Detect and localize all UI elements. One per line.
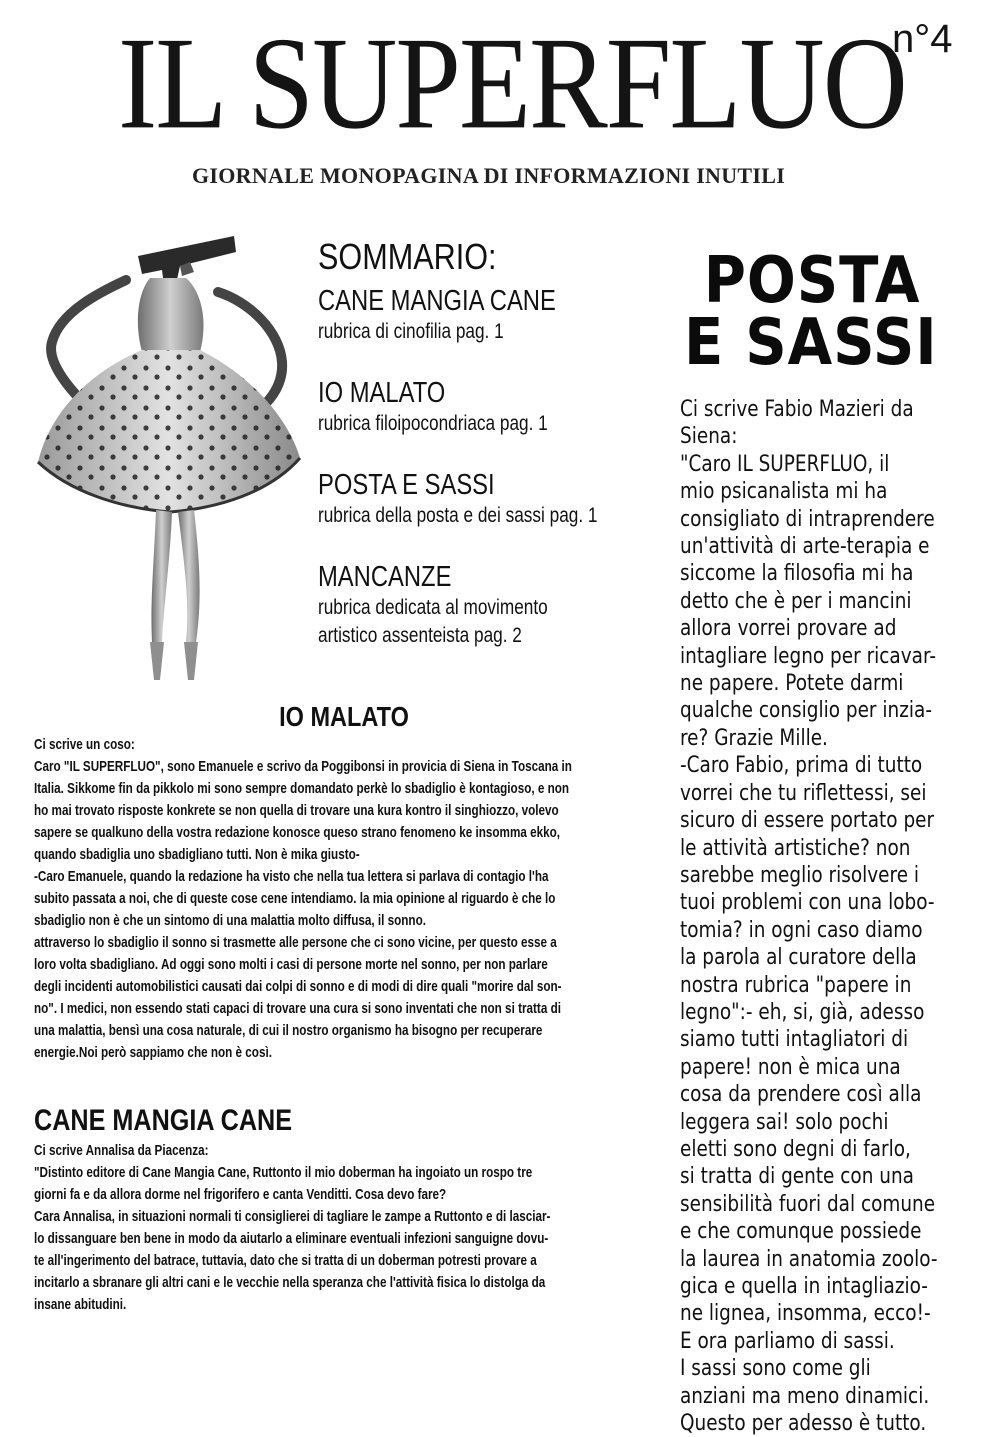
posta-line: I sassi sono come gli: [680, 1355, 871, 1382]
article-heading: IO MALATO: [279, 701, 409, 732]
article-line: no". I medici, non essendo stati capaci di trovare una cura si sono inventati che non si tratta di: [34, 1000, 561, 1017]
article-cane-mangia-cane: [34, 1102, 654, 1372]
summary-item-posta-e-sassi[interactable]: [318, 468, 658, 558]
ballerina-gun-collage-image: [30, 222, 310, 692]
posta-line: un'attività di arte-terapia e: [680, 533, 930, 560]
posta-line: ne lignea, insomma, ecco!-: [680, 1300, 931, 1327]
posta-line: anziani ma meno dinamici.: [680, 1382, 930, 1409]
posta-line: mio psicanalista mi ha: [680, 478, 888, 505]
summary-item-desc: rubrica di cinofilia pag. 1: [318, 320, 504, 343]
posta-line: re? Grazie Mille.: [680, 724, 828, 751]
article-line: subito passata a noi, che di queste cose cene intendiamo. la mia opinione al riguardo è che lo: [34, 890, 556, 907]
posta-line: detto che è per i mancini: [680, 587, 912, 614]
article-io-malato: [34, 700, 654, 1080]
masthead-subtitle: GIORNALE MONOPAGINA DI INFORMAZIONI INUTILI: [192, 163, 786, 188]
article-line: incitarlo a sbranare gli altri cani e le vecchie nella speranza che l'attività fisica lo distolga da: [34, 1274, 546, 1291]
posta-line: sicuro di essere portato per: [680, 807, 935, 834]
posta-line: ne papere. Potete darmi: [680, 670, 904, 697]
posta-e-sassi-body: [680, 396, 980, 1437]
article-line: sbadiglio non è che un sintomo di una malattia molto diffusa, il sonno.: [34, 912, 426, 929]
posta-line: consigliato di intraprendere: [680, 505, 935, 532]
posta-line: papere! non è mica una: [680, 1053, 901, 1080]
summary-item-title: POSTA E SASSI: [318, 469, 495, 501]
article-heading: CANE MANGIA CANE: [34, 1104, 293, 1137]
posta-line: e che comunque possiede: [680, 1218, 922, 1245]
article-line: Caro "IL SUPERFLUO", sono Emanuele e scrivo da Poggibonsi in provicia di Siena in Toscana in: [34, 758, 572, 775]
article-line: Ci scrive un coso:: [34, 736, 135, 753]
posta-e-sassi-title: [684, 244, 938, 380]
posta-line: la parola al curatore della: [680, 944, 917, 971]
summary-item-desc: artistico assenteista pag. 2: [318, 624, 522, 647]
posta-line: siamo tutti intagliatori di: [680, 1026, 909, 1053]
article-line: una malattia, bensì una cosa naturale, di cui il nostro organismo ha bisogno per recuperare: [34, 1022, 543, 1039]
article-line: Italia. Sikkome fin da pikkolo mi sono sempre domandato perkè lo sbadiglio è kontagioso, e non: [34, 780, 570, 797]
article-line: energie.Noi però sappiamo che non è così.: [34, 1044, 272, 1061]
posta-line: allora vorrei provare ad: [680, 615, 897, 642]
posta-line: nostra rubrica "papere in: [680, 971, 912, 998]
article-line: insane abitudini.: [34, 1296, 127, 1313]
article-line: loro volta sbadigliano. Ad oggi sono molti i casi di persone morte nel sonno, per non parlare: [34, 956, 548, 973]
posta-line: "Caro IL SUPERFLUO, il: [680, 450, 890, 477]
posta-line: leggera sai! solo pochi: [680, 1108, 889, 1135]
article-line: giorni fa e da allora dorme nel frigorifero e canta Venditti. Cosa devo fare?: [34, 1186, 447, 1203]
posta-line: eletti sono degni di farlo,: [680, 1135, 911, 1162]
posta-line: siccome la filosofia mi ha: [680, 560, 914, 587]
article-line: Ci scrive Annalisa da Piacenza:: [34, 1142, 209, 1159]
summary-item-title: CANE MANGIA CANE: [318, 285, 556, 317]
summary-item-title: IO MALATO: [318, 377, 446, 409]
article-line: lo dissanguare ben bene in modo da aiutarlo a eliminare eventuali infezioni sanguigne dovu-: [34, 1230, 549, 1247]
masthead-title: IL SUPERFLUO: [118, 9, 906, 157]
posta-line: Siena:: [680, 423, 738, 450]
article-line: -Caro Emanuele, quando la redazione ha visto che nella tua lettera si parlava di contagio l'ha: [34, 868, 549, 885]
summary-item-desc: rubrica dedicata al movimento: [318, 596, 548, 619]
summary: [318, 234, 658, 664]
article-line: attraverso lo sbadiglio il sonno si trasmette alle persone che ci sono vicine, per questo esse a: [34, 934, 557, 951]
summary-item-io-malato[interactable]: [318, 376, 658, 466]
posta-line: vorrei che tu riflettessi, sei: [680, 779, 927, 806]
summary-item-cane-mangia-cane[interactable]: [318, 284, 658, 374]
article-line: "Distinto editore di Cane Mangia Cane, Ruttonto il mio doberman ha ingoiato un rospo tre: [34, 1164, 533, 1181]
posta-line: qualche consiglio per inzia-: [680, 697, 932, 724]
posta-line: sarebbe meglio risolvere i: [680, 861, 920, 888]
posta-line: -Caro Fabio, prima di tutto: [680, 752, 923, 779]
posta-line: cosa da prendere così alla: [680, 1081, 922, 1108]
posta-line: la laurea in anatomia zoolo-: [680, 1245, 938, 1272]
posta-line: Questo per adesso è tutto.: [680, 1410, 927, 1437]
summary-item-desc: rubrica filoipocondriaca pag. 1: [318, 412, 548, 435]
posta-line: Ci scrive Fabio Mazieri da: [680, 396, 914, 422]
posta-line: tuoi problemi con una lobo-: [680, 889, 935, 916]
posta-line: E ora parliamo di sassi.: [680, 1327, 895, 1354]
posta-line: gica e quella in intagliazio-: [680, 1273, 928, 1299]
posta-title-line: POSTA: [703, 244, 921, 318]
posta-title-line: E SASSI: [684, 306, 938, 380]
summary-item-desc: rubrica della posta e dei sassi pag. 1: [318, 504, 598, 527]
article-line: sapere se qualkuno della vostra redazione konosce queso strano fenomeno ke insomma ekko,: [34, 824, 561, 841]
posta-line: tomia? in ogni caso diamo: [680, 916, 923, 943]
article-line: Cara Annalisa, in situazioni normali ti consiglierei di tagliare le zampe a Ruttonto e di lasciar-: [34, 1208, 551, 1225]
posta-line: sensibilità fuori dal comune: [680, 1190, 936, 1217]
posta-line: le attività artistiche? non: [680, 834, 911, 861]
posta-line: legno":- eh, si, già, adesso: [680, 998, 925, 1025]
posta-line: si tratta di gente con una: [680, 1163, 914, 1190]
article-line: te all'ingerimento del batrace, tuttavia, dato che si tratta di un doberman potresti provare a: [34, 1252, 537, 1269]
article-line: quando sbadiglia uno sbadigliano tutti. Non è mika giusto-: [34, 846, 360, 863]
article-line: degli incidenti automobilistici causati dai colpi di sonno e di modi di dire quali "morire dal son-: [34, 978, 562, 995]
summary-item-title: MANCANZE: [318, 561, 452, 593]
summary-heading: SOMMARIO:: [318, 236, 497, 277]
summary-item-mancanze[interactable]: [318, 560, 658, 670]
article-line: ho mai trovato risposte konkrete se non quella di trovare una kura kontro il singhiozzo, volevo: [34, 802, 559, 819]
posta-line: intagliare legno per ricavar-: [680, 642, 937, 669]
issue-number: n°4: [892, 17, 953, 61]
